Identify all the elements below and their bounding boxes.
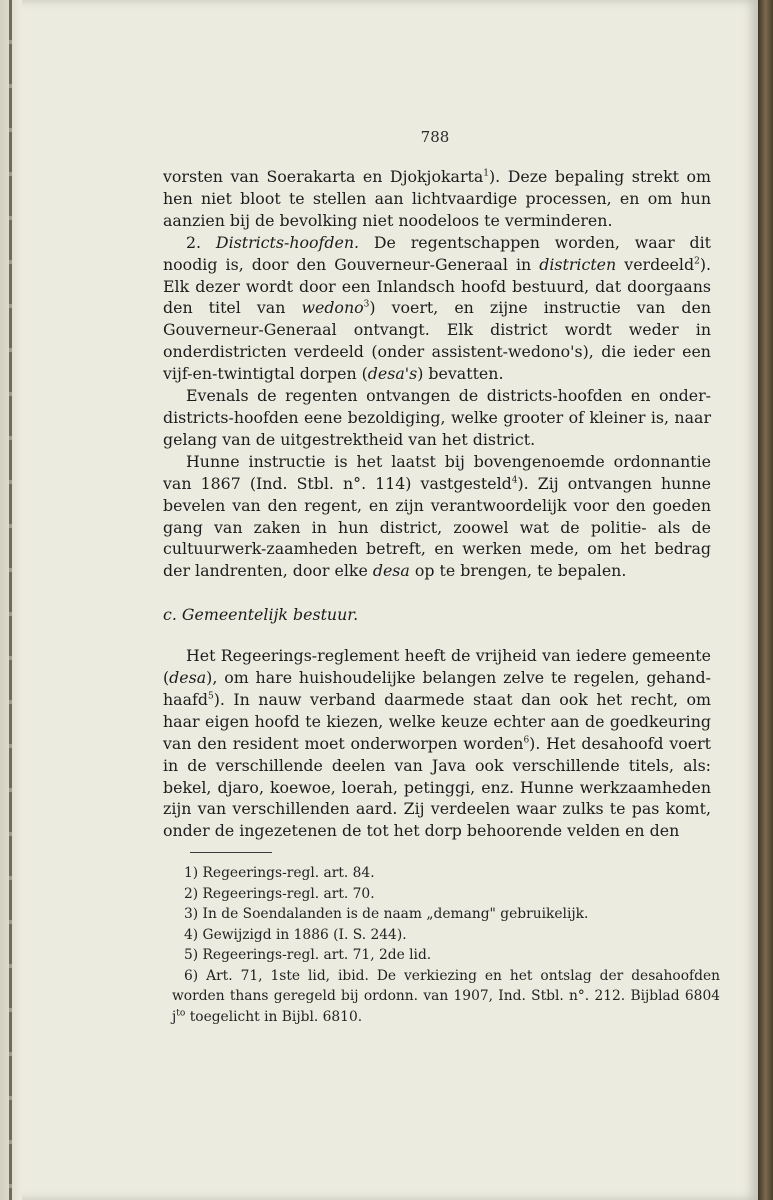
section-title: Districts-hoofden. — [215, 232, 360, 252]
footnote-4: 4) Gewijzigd in 1886 (I. S. 244). — [184, 926, 407, 943]
footnote-1: 1) Regeerings-regl. art. 84. — [184, 865, 375, 881]
paragraph-municipal: Het Regeerings-reglement heeft de vrijheid van iedere gemeente (desa), om hare huishoudelijke belangen zelve te regelen, gehand-haafd$^5$). In nauw verband daarmede staat dan ook het recht, om haar eigen hoofd te kiezen, welke keuze echter aan de goedkeuring van den resident moet onderworpen worden$^6$). Het desahoofd voert in de verschillende deelen van Java ook verschillende titels, als: bekel, djaro, koewoe, loerah, petinggi, enz. Hunne werkzaamheden zijn van verschillenden aard. Zij verdeelen waar zulks te pas komt, onder de ingezetenen de tot het dorp behoorende velden en den — [163, 646, 712, 841]
footnote-2: 2) Regeerings-regl. art. 70. — [184, 885, 375, 902]
paragraph-1: vorsten van Soerakarta en Djokjokarta$^1$). Deze bepaling strekt om hen niet bloot te stellen aan lichtvaardige processen, en om hun aanzien bij de bevolking niet noodeloos te verminderen. — [163, 167, 711, 230]
binding-edge — [9, 0, 12, 1200]
footnote-rule — [190, 852, 272, 853]
paragraph-instruction: Hunne instructie is het laatst bij bovengenoemde ordonnantie van 1867 (Ind. Stbl. n°. 114) vastgesteld$^4$). Zij ontvangen hunne bevelen van den regent, en zijn verantwoordelijk voor den goeden gang van zaken in hun district, zoowel wat de politie- als de cultuurwerk-zaamheden betreft, en werken mede, om het bedrag der landrenten, door elke desa op te brengen, te bepalen. — [163, 451, 712, 581]
footnote-6: 6) Art. 71, 1ste lid, ibid. De verkiezing en het ontslag der desahoofden worden thans geregeld bij ordonn. van 1907, Ind. Stbl. n°. 212. Bijblad 6804 $j^{to}$ toegelicht in Bijbl. 6810. — [172, 967, 720, 1025]
book-edge — [758, 0, 773, 1200]
section-heading: c. Gemeentelijk bestuur. — [163, 605, 359, 625]
paragraph-districts: 2. Districts-hoofden. De regentschappen worden, waar dit noodig is, door den Gouverneur-Generaal in districten verdeeld$^2$). Elk dezer wordt door een Inlandsch hoofd bestuurd, dat doorgaans den titel van wedono$^3$) voert, en zijne instructie van den Gouverneur-Generaal ontvangt. Elk district wordt weder in onderdistricten verdeeld (onder assistent-wedono's), die ieder een vijf-en-twintigtal dorpen (desa's) bevatten. — [163, 232, 711, 384]
paragraph-salary: Evenals de regenten ontvangen de districts-hoofden en onder-districts-hoofden eene bezoldiging, welke grooter of kleiner is, naar gelang van de uitgestrektheid van het district. — [163, 386, 711, 449]
footnote-5: 5) Regeerings-regl. art. 71, 2de lid. — [184, 947, 432, 963]
body-text — [163, 166, 711, 842]
footnote-3: 3) In de Soendalanden is de naam „demang" gebruikelijk. — [184, 906, 589, 922]
page-number: 788 — [420, 128, 450, 146]
footnotes — [172, 863, 720, 1027]
